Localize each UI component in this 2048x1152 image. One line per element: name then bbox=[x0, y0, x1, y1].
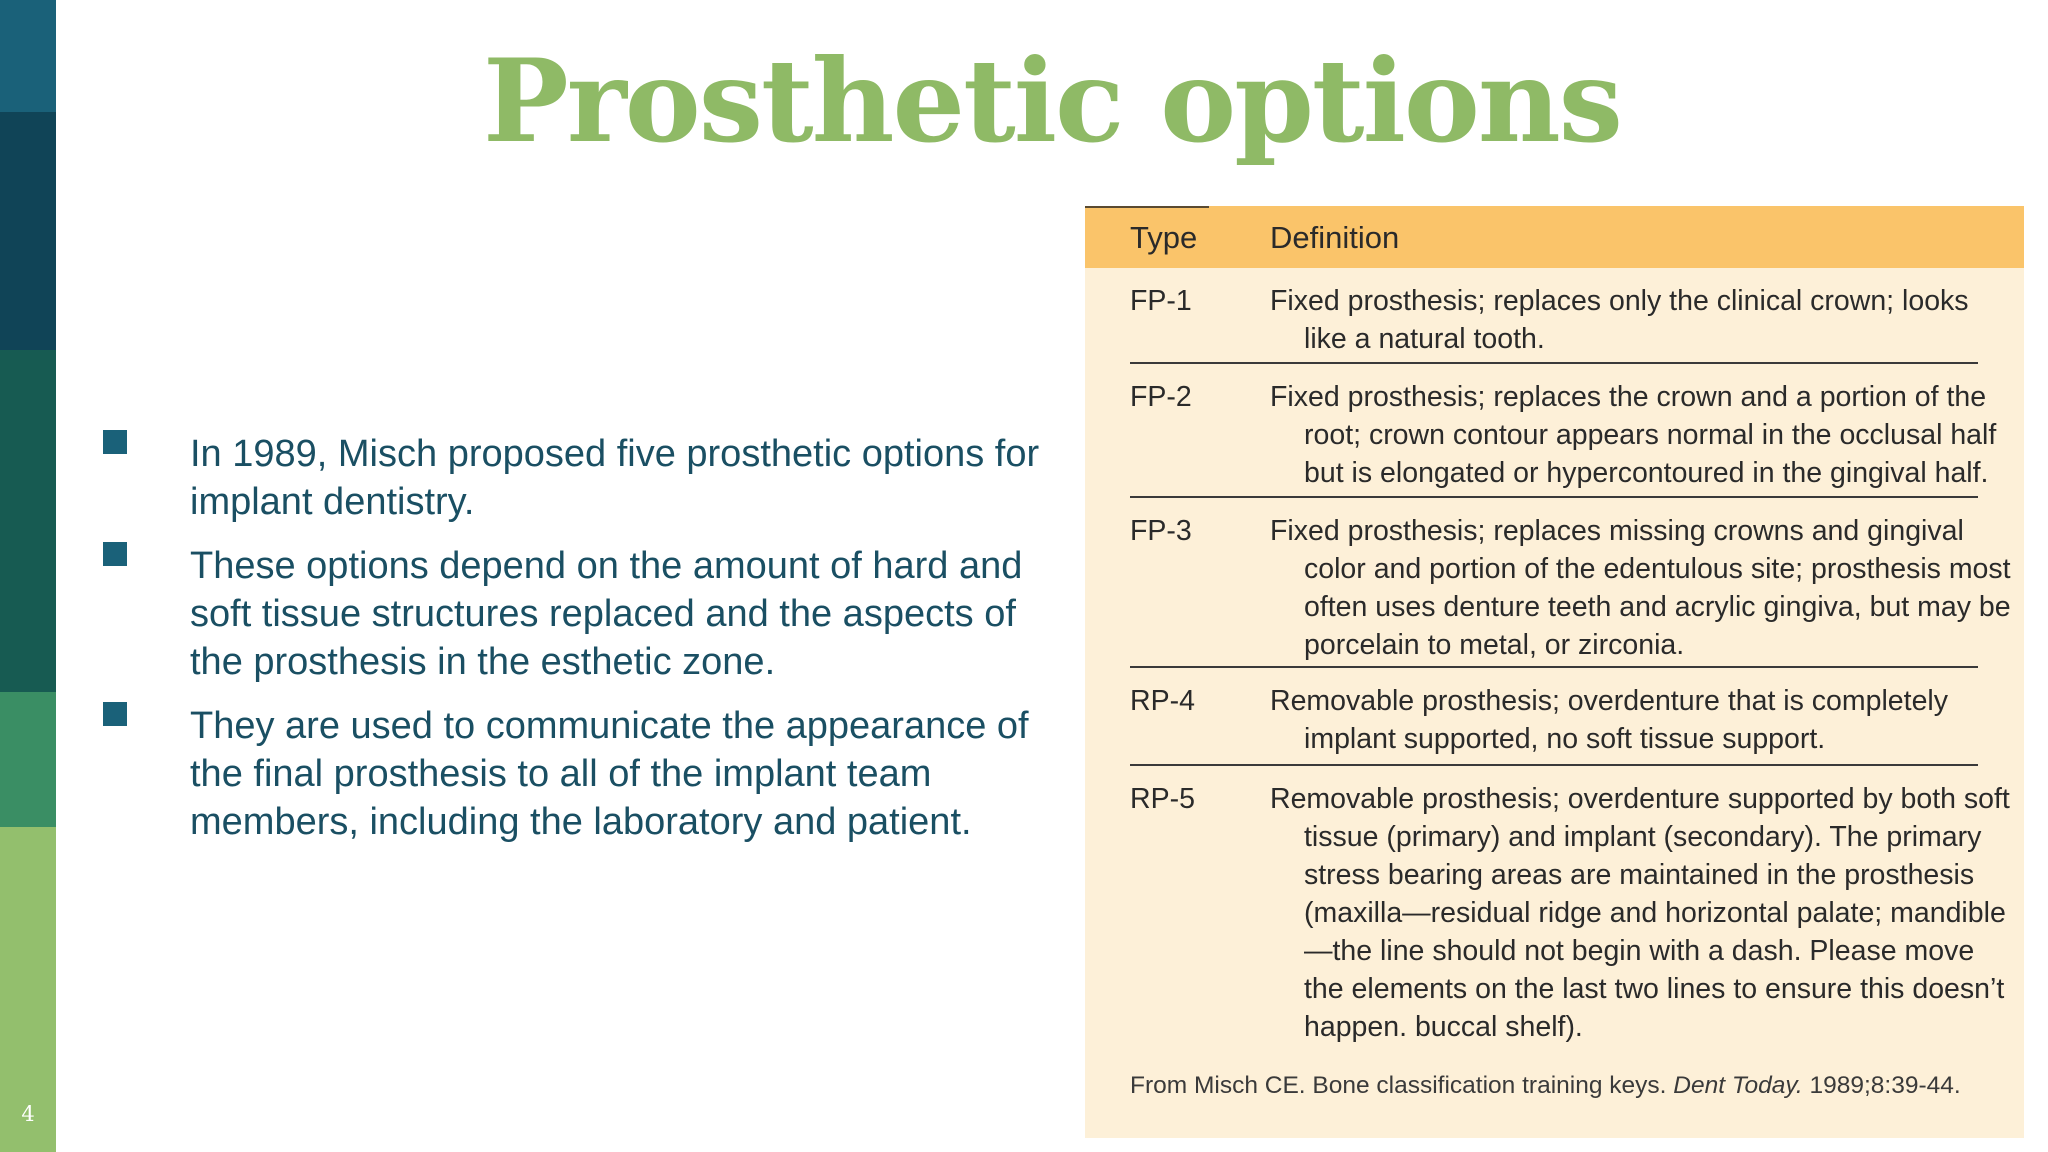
side-color-bar bbox=[0, 0, 56, 1152]
row-divider bbox=[1130, 666, 1978, 668]
slide-number: 4 bbox=[21, 1102, 35, 1126]
side-bar-segment-4 bbox=[0, 692, 56, 827]
row-definition: Fixed prosthesis; replaces missing crowns and gingival color and portion of the edentulous site; prosthesis most often uses denture teeth and acrylic gingiva, but may be porcelain to metal, or zirconia. bbox=[1270, 515, 2011, 661]
side-bar-segment-3 bbox=[0, 350, 56, 692]
row-divider bbox=[1130, 496, 1978, 498]
row-definition: Fixed prosthesis; replaces the crown and a portion of the root; crown contour appears normal in the occlusal half but is elongated or hypercontoured in the gingival half. bbox=[1270, 381, 1997, 489]
square-bullet-icon bbox=[103, 702, 127, 726]
row-definition: Fixed prosthesis; replaces only the clinical crown; looks like a natural tooth. bbox=[1270, 285, 1969, 355]
table-footnote bbox=[1130, 1072, 1961, 1100]
bullet-text: These options depend on the amount of hard and soft tissue structures replaced and the aspects of the prosthesis in the esthetic zone. bbox=[190, 545, 1023, 683]
row-type: RP-4 bbox=[1130, 685, 1195, 717]
square-bullet-icon bbox=[103, 542, 127, 566]
row-type: FP-1 bbox=[1130, 285, 1192, 317]
bullet-item bbox=[100, 702, 1040, 846]
footnote-issue: 1989;8:39-44. bbox=[1802, 1072, 1961, 1099]
footnote-citation: From Misch CE. Bone classification training keys. bbox=[1130, 1072, 1674, 1099]
side-bar-segment-2 bbox=[0, 112, 56, 350]
row-divider bbox=[1130, 764, 1978, 766]
square-bullet-icon bbox=[103, 430, 127, 454]
footnote-journal: Dent Today. bbox=[1673, 1072, 1803, 1099]
row-definition: Removable prosthesis; overdenture supported by both soft tissue (primary) and implant (secondary). The primary stress bearing areas are maintained in the prosthesis (maxilla—residual ridge and horizontal palate; mandible—the line should not begin with a dash. Please move the elements on the last two lines to ensure this doesn’t happen. buccal shelf). bbox=[1270, 783, 2010, 1043]
table-header bbox=[1085, 206, 2024, 268]
header-type: Type bbox=[1130, 220, 1198, 255]
row-divider bbox=[1130, 362, 1978, 364]
bullet-item bbox=[100, 430, 1040, 526]
header-rule bbox=[1085, 206, 1209, 208]
header-definition: Definition bbox=[1270, 220, 1400, 255]
side-bar-segment-1 bbox=[0, 0, 56, 112]
bullet-list bbox=[100, 430, 1040, 862]
bullet-text: They are used to communicate the appearance of the final prosthesis to all of the implant team members, including the laboratory and patient. bbox=[190, 705, 1029, 843]
bullet-item bbox=[100, 542, 1040, 686]
row-definition: Removable prosthesis; overdenture that is completely implant supported, no soft tissue support. bbox=[1270, 685, 1949, 755]
row-type: FP-3 bbox=[1130, 515, 1192, 547]
slide-title: Prosthetic options bbox=[483, 34, 1621, 168]
prosthetic-options-table bbox=[1085, 206, 2024, 1138]
row-type: RP-5 bbox=[1130, 783, 1195, 815]
row-type: FP-2 bbox=[1130, 381, 1192, 413]
bullet-text: In 1989, Misch proposed five prosthetic options for implant dentistry. bbox=[190, 433, 1040, 523]
